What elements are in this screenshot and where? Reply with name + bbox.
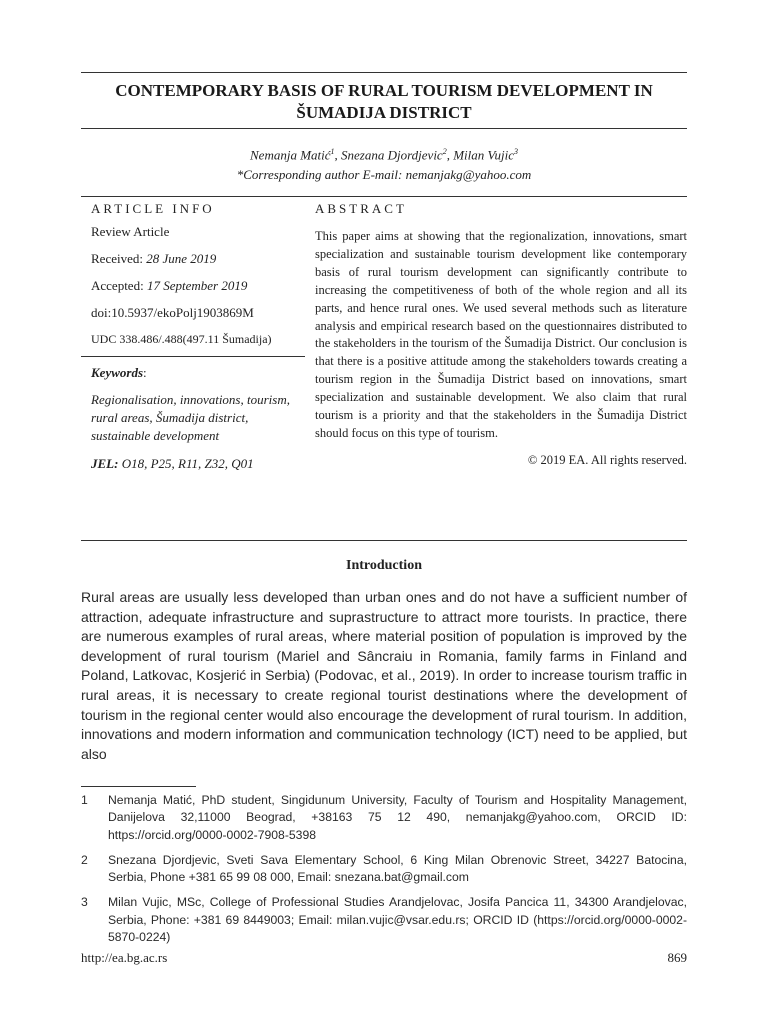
title-line-2: ŠUMADIJA DISTRICT [296, 103, 472, 122]
footnote-text: Milan Vujic, MSc, College of Professional Studies Arandjelovac, Josifa Pancica 11, 34300 Arandjelovac, Serbia, Phone: +381 69 8449003; Email: milan.vujic@vsar.edu.rs; ORCID ID (https://orcid.org/0000-0002-5870-0224) [108, 895, 687, 945]
title-line-1: CONTEMPORARY BASIS OF RURAL TOURISM DEVELOPMENT IN [115, 81, 653, 100]
title-bottom-rule [81, 128, 687, 129]
author-list: Nemanja Matić$^1$, Snezana Djordjevic$^2$, Milan Vujic$^3$ [250, 147, 518, 163]
author-2: Snezana Djordjevic [341, 147, 443, 163]
jel-label: JEL: [91, 456, 119, 471]
article-type: Review Article [91, 224, 170, 239]
author-3-sup: 3 [514, 147, 518, 156]
top-rule [81, 72, 687, 73]
page-number: 869 [667, 950, 687, 965]
received-date: 28 June 2019 [146, 251, 217, 266]
abstract-section [315, 200, 687, 468]
copyright: © 2019 EA. All rights reserved. [527, 452, 687, 467]
author-1: Nemanja Matić [250, 147, 331, 163]
journal-url: http://ea.bg.ac.rs [81, 950, 168, 965]
footnote-2 [81, 852, 687, 887]
corresponding-author: *Corresponding author E-mail: nemanjakg@yahoo.com [236, 167, 532, 183]
keywords-colon: : [143, 365, 147, 380]
footnote-number: 2 [81, 852, 88, 867]
keywords-block [91, 364, 301, 473]
abstract-text: This paper aims at showing that the regionalization, innovations, smart specialization and sustainable tourism development like contemporary basis of rural tourism development can significantly contribute to increasing the competitiveness of both of the whole region and all its parts, and hence rural ones. We used several methods such as literature analysis and empirical research based on the questionnaires distributed to the stakeholders in the tourism of the Šumadija District. Our conclusion is that there is a positive attitude among the stakeholders towards creating a tourism region in the Šumadija District based on innovations, smart specialization and sustainable development. We also claim that rural tourism is a priority and that the stakeholders in the Šumadija District should focus on this type of tourism. [315, 229, 687, 440]
article-info [91, 200, 301, 353]
received-label: Received: [91, 251, 143, 266]
article-info-heading: ARTICLE INFO [91, 201, 215, 216]
info-top-rule [81, 196, 687, 197]
keywords-rule [81, 356, 305, 357]
authors-block [81, 142, 687, 185]
received-row [91, 245, 301, 272]
author-3: Milan Vujic [453, 147, 514, 163]
keywords-text: Regionalisation, innovations, tourism, rural areas, Šumadija district, sustainable development [91, 392, 290, 443]
accepted-label: Accepted: [91, 278, 144, 293]
footnote-text: Snezana Djordjevic, Sveti Sava Elementary School, 6 King Milan Obrenovic Street, 34227 Batocina, Serbia, Phone +381 65 99 08 000, Email: snezana.bat@gmail.com [108, 852, 687, 885]
author-2-sup: 2 [442, 147, 447, 156]
jel-codes: O18, P25, R11, Z32, Q01 [121, 456, 254, 471]
abstract-heading: ABSTRACT [315, 201, 407, 216]
author-1-sup: 1 [330, 147, 335, 156]
accepted-row [91, 272, 301, 299]
doi: doi:10.5937/ekoPolj1903869M [91, 305, 254, 320]
footnote-3 [81, 894, 687, 946]
footnote-number: 1 [81, 793, 88, 807]
keywords-label: Keywords [91, 365, 143, 380]
introduction-text: Rural areas are usually less developed than urban ones and do not have a sufficient number of attraction, adequate infrastructure and suprastructure to attract more tourists. In practice, there are numerous examples of rural areas, where material position of population is improved by the development of rural tourism (Mariel and Sâncraiu in Romania, family farms in Finland and Poland, Latkovac, Kosjerić in Serbia) (Podovac, et al., 2019). In order to increase tourism traffic in rural areas, it is necessary to create regional tourist destinations where the development of tourism in the regional center would also encourage the development of rural tourism. In addition, innovations and modern information and communication technology (ICT) need to be applied, but also [81, 589, 687, 762]
footnote-1 [81, 792, 687, 844]
footnote-text: Nemanja Matić, PhD student, Singidunum University, Faculty of Tourism and Hospitality Management, Danijelova 32,11000 Beograd, +38163 75 12 490, nemanjakg@yahoo.com, ORCID ID: https://orcid.org/0000-0002-7908-5398 [108, 793, 687, 842]
paper-title [81, 80, 687, 124]
jel-row [91, 455, 301, 473]
accepted-date: 17 September 2019 [146, 278, 248, 293]
abstract-bottom-rule [81, 540, 687, 541]
footnotes [81, 792, 687, 954]
footnote-rule [81, 786, 196, 787]
udc: UDC 338.486/.488(497.11 Šumadija) [91, 332, 272, 346]
footnote-number: 3 [81, 895, 88, 910]
introduction-heading: Introduction [346, 558, 422, 573]
